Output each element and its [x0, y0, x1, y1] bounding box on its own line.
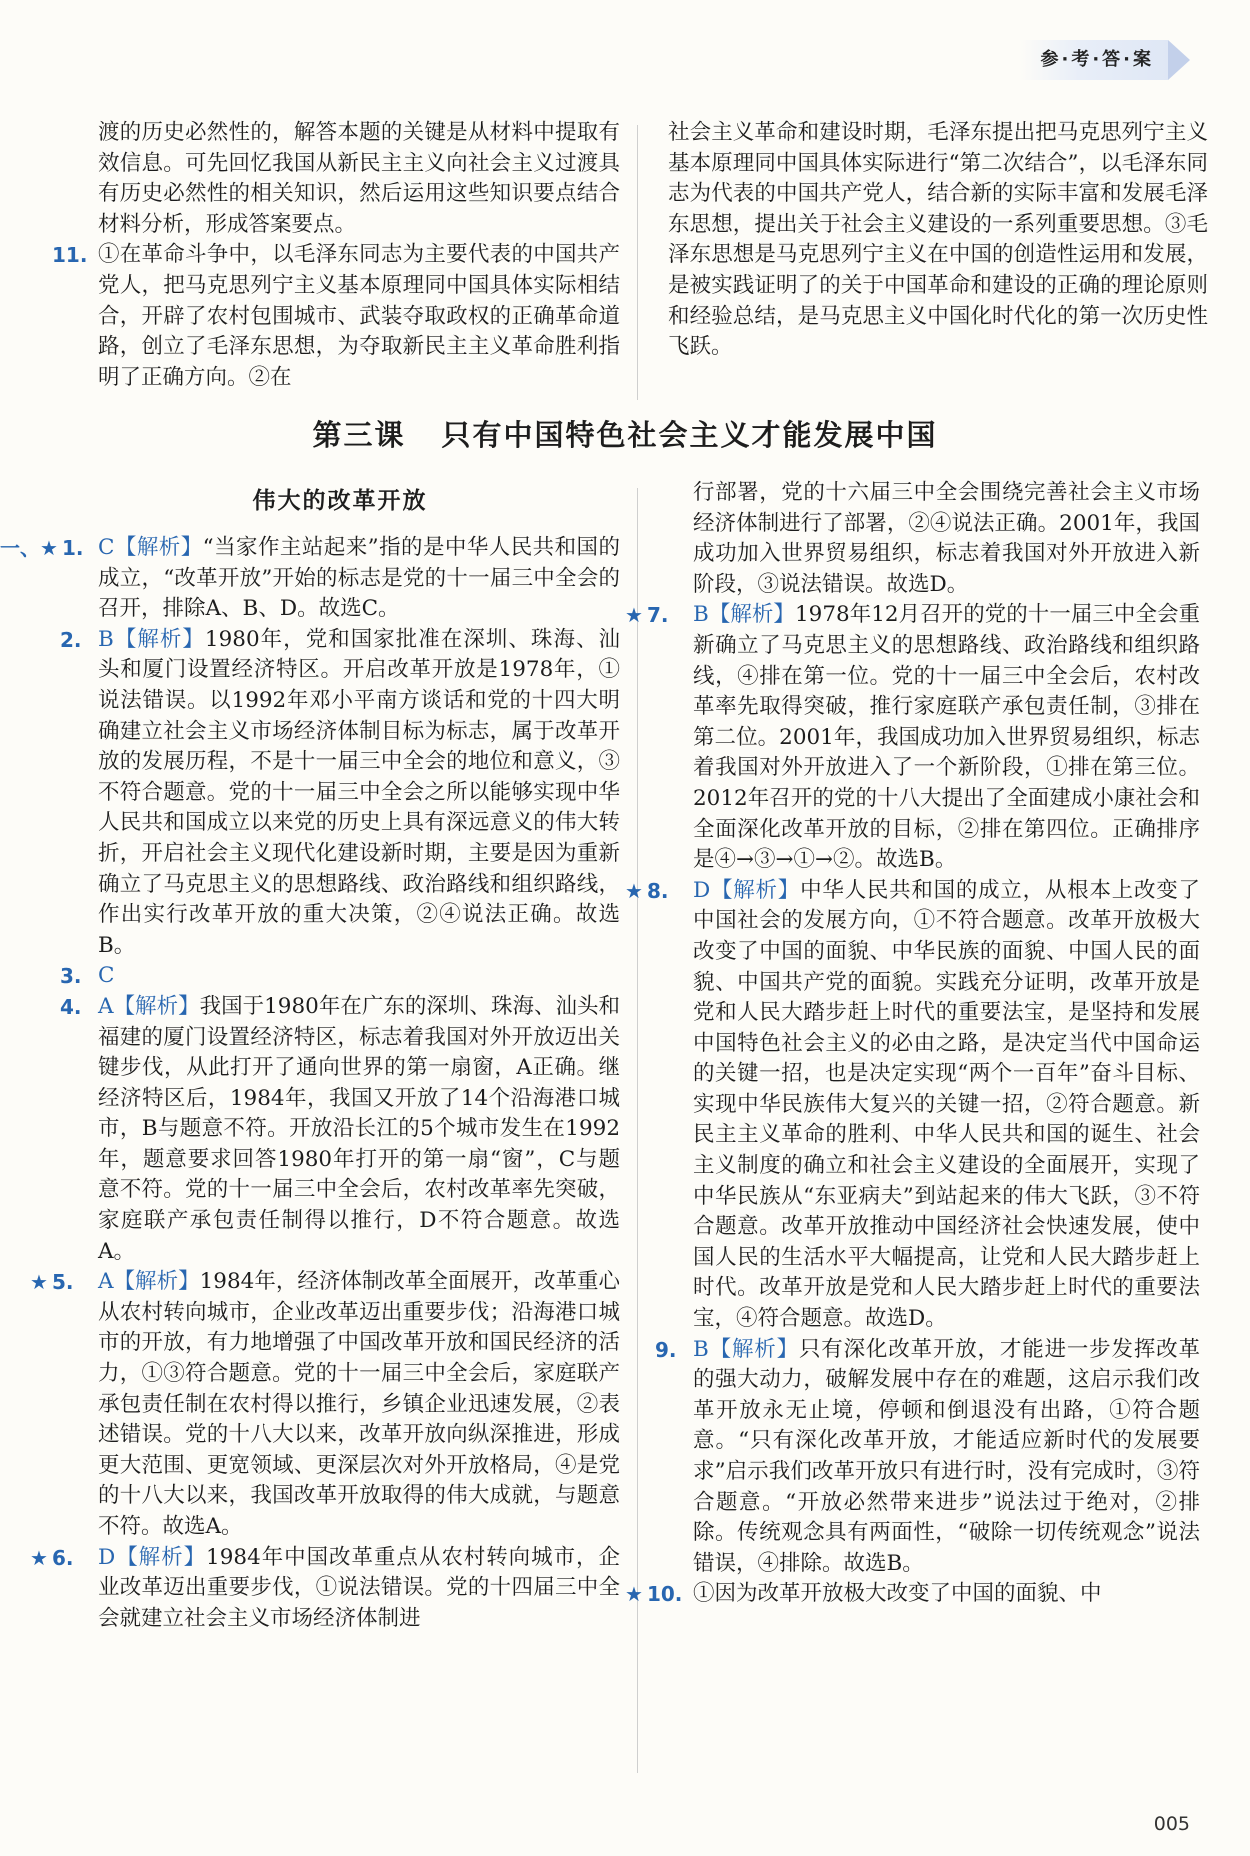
continued-text-left: 渡的历史必然性的，解答本题的关键是从材料中提取有效信息。可先回忆我国从新民主主义向社会主义过渡具有历史必然性的相关知识，然后运用这些知识要点结合材料分析，形成答案要点。: [98, 120, 620, 237]
header-tab: [1020, 40, 1190, 80]
star-icon: ★: [40, 536, 58, 560]
answer-item: [30, 1267, 620, 1542]
item-number: [60, 625, 82, 656]
answer-item: [625, 876, 1200, 1335]
chapter-title: [0, 413, 1250, 454]
answer-item: [0, 533, 620, 625]
answer-letter: C: [98, 535, 115, 560]
item-number-text: 5.: [51, 1270, 74, 1295]
item-number-text: 10.: [646, 1582, 683, 1607]
answer-letter: C: [98, 963, 115, 989]
answer-item: [625, 600, 1200, 875]
continued-text-right: 社会主义革命和建设时期，毛泽东提出把马克思列宁主义基本原理同中国具体实际进行“第二次结合”，以毛泽东同志为代表的中国共产党人，结合新的实际丰富和发展毛泽东思想，提出关于社会主义建设的一系列重要思想。③毛泽东思想是马克思列宁主义在中国的创造性运用和发展，是被实践证明了的关于中国革命和建设的正确的理论原则和经验总结，是马克思主义中国化时代化的第一次历史性飞跃。: [668, 120, 1208, 360]
item-number-text: 9.: [655, 1337, 677, 1362]
chevron-right-icon: [1168, 40, 1190, 80]
item-number-text: 1.: [61, 536, 84, 560]
item-number: [625, 600, 668, 631]
star-icon: ★: [625, 603, 643, 628]
item-number: [625, 1579, 682, 1610]
right-items: [625, 600, 1200, 1610]
answer-item: [60, 992, 620, 1267]
item-prefix: 一、: [0, 536, 40, 560]
answer-item: [30, 1543, 620, 1635]
item-text: 1978年12月召开的党的十一届三中全会重新确立了马克思主义的思想路线、政治路线和组织路线，④排在第一位。党的十一届三中全会后，农村改革率先取得突破，推行家庭联产承包责任制，③排在第二位。2001年，我国成功加入世界贸易组织，标志着我国对外开放进入了一个新阶段，①排在第三位。2012年召开的党的十八大提出了全面建成小康社会和全面深化改革开放的目标，②排在第四位。正确排序是④→③→①→②。故选B。: [693, 602, 1200, 873]
item-text: ①因为改革开放极大改变了中国的面貌、中: [693, 1581, 1102, 1607]
analysis-tag: 【解析】: [708, 1336, 799, 1362]
answer-item: [60, 625, 620, 962]
top-left-column: [52, 118, 620, 393]
analysis-tag: 【解析】: [115, 1544, 207, 1570]
answer-letter: B: [693, 1336, 709, 1362]
left-column: [0, 482, 620, 1634]
item-number: [0, 533, 83, 564]
left-items: [0, 533, 620, 1634]
item-text: “当家作主站起来”指的是中华人民共和国的成立，“改革开放”开始的标志是党的十一届三中全会的召开，排除A、B、D。故选C。: [98, 535, 620, 622]
analysis-tag: 【解析】: [113, 1269, 200, 1295]
item-number: [60, 961, 82, 992]
analysis-tag: 【解析】: [113, 626, 205, 652]
item-number-text: 3.: [60, 964, 82, 989]
item-number: [625, 876, 668, 907]
right-column: [625, 478, 1200, 1610]
item-text: ①在革命斗争中，以毛泽东同志为主要代表的中国共产党人，把马克思列宁主义基本原理同中国具体实际相结合，开辟了农村包围城市、武装夺取政权的正确革命道路，创立了毛泽东思想，为夺取新民主主义革命胜利指明了正确方向。②在: [98, 242, 620, 390]
item-number: [30, 1267, 73, 1298]
answer-letter: A: [98, 993, 114, 1019]
star-icon: ★: [625, 1582, 643, 1607]
item-text: 中华人民共和国的成立，从根本上改变了中国社会的发展方向，①不符合题意。改革开放极大改变了中国的面貌、中华民族的面貌、中国人民的面貌、中国共产党的面貌。实践充分证明，改革开放是党和人民大踏步赶上时代的重要法宝，是坚持和发展中国特色社会主义的必由之路，是决定当代中国命运的关键一招，也是决定实现“两个一百年”奋斗目标、实现中华民族伟大复兴的关键一招，②符合题意。新民主主义革命的胜利、中华人民共和国的诞生、社会主义制度的确立和社会主义建设的全面展开，实现了中华民族从“东亚病夫”到站起来的伟大飞跃，③不符合题意。改革开放推动中国经济社会快速发展，使中国人民的生活水平大幅提高，让党和人民大踏步赶上时代。改革开放是党和人民大踏步赶上时代的重要法宝，④符合题意。故选D。: [693, 877, 1200, 1332]
item-number: [60, 992, 82, 1023]
item-text: 只有深化改革开放，才能进一步发挥改革的强大动力，破解发展中存在的难题，这启示我们改革开放永无止境，停顿和倒退没有出路，①符合题意。“只有深化改革开放，才能适应新时代的发展要求”启示我们改革开放只有进行时，没有完成时，③符合题意。“开放必然带来进步”说法过于绝对，②排除。传统观念具有两面性，“破除一切传统观念”说法错误，④排除。故选B。: [693, 1336, 1200, 1576]
answer-letter: B: [98, 626, 114, 652]
item-number-text: 4.: [60, 994, 82, 1019]
lesson-number: 第三课: [312, 418, 406, 452]
item-text: 1980年，党和国家批准在深圳、珠海、汕头和厦门设置经济特区。开启改革开放是1978年，①说法错误。以1992年邓小平南方谈话和党的十四大明确建立社会主义市场经济体制目标为标志，属于改革开放的发展历程，不是十一届三中全会的地位和意义，③不符合题意。党的十一届三中全会之所以能够实现中华人民共和国成立以来党的历史上具有深远意义的伟大转折，开启社会主义现代化建设新时期，主要是因为重新确立了马克思主义的思想路线、政治路线和组织路线，作出实行改革开放的重大决策，②④说法正确。故选B。: [98, 626, 620, 958]
star-icon: ★: [30, 1270, 48, 1295]
lesson-title: 只有中国特色社会主义才能发展中国: [441, 418, 938, 452]
answer-item: [625, 1579, 1200, 1610]
top-right-column: [668, 118, 1208, 363]
answer-letter: A: [98, 1269, 114, 1295]
item-number: 11.: [52, 243, 88, 268]
item-number-text: 7.: [646, 603, 669, 628]
item-number: [30, 1543, 73, 1574]
item-number: [655, 1335, 677, 1366]
analysis-tag: 【解析】: [708, 602, 795, 628]
answer-letter: B: [693, 602, 709, 628]
item-text: 我国于1980年在广东的深圳、珠海、汕头和福建的厦门设置经济特区，标志着我国对外开放迈出关键步伐，从此打开了通向世界的第一扇窗，A正确。继经济特区后，1984年，我国又开放了14个沿海港口城市，B与题意不符。开放沿长江的5个城市发生在1992年，题意要求回答1980年打开的第一扇“窗”，C与题意不符。党的十一届三中全会后，农村改革率先突破，家庭联产承包责任制得以推行，D不符合题意。故选A。: [98, 993, 620, 1264]
answer-letter: D: [98, 1544, 116, 1570]
star-icon: ★: [30, 1545, 48, 1570]
item-number-text: 6.: [51, 1545, 74, 1570]
star-icon: ★: [625, 878, 643, 903]
continued-text-right-bottom: 行部署，党的十六届三中全会围绕完善社会主义市场经济体制进行了部署，②④说法正确。2001年，我国成功加入世界贸易组织，标志着我国对外开放进入新阶段，③说法错误。故选D。: [693, 480, 1200, 597]
analysis-tag: 【解析】: [114, 535, 203, 560]
item-text: 1984年，经济体制改革全面展开，改革重心从农村转向城市，企业改革迈出重要步伐；沿海港口城市的开放，有力地增强了中国改革开放和国民经济的活力，①③符合题意。党的十一届三中全会后，家庭联产承包责任制在农村得以推行，乡镇企业迅速发展，②表述错误。党的十八大以来，改革开放向纵深推进，形成更大范围、更宽领域、更深层次对外开放格局，④是党的十八大以来，我国改革开放取得的伟大成就，与题意不符。故选A。: [98, 1269, 620, 1539]
analysis-tag: 【解析】: [113, 993, 200, 1019]
answer-item-11: [52, 240, 620, 393]
analysis-tag: 【解析】: [710, 877, 801, 903]
item-text: 1984年中国改革重点从农村转向城市，企业改革迈出重要步伐，①说法错误。党的十四届三中全会就建立社会主义市场经济体制进: [98, 1544, 620, 1631]
section-title: 伟大的改革开放: [252, 488, 428, 514]
item-number-text: 8.: [646, 878, 669, 903]
item-number-text: 2.: [60, 627, 82, 652]
header-label: 参·考·答·案: [1020, 40, 1168, 80]
answer-item: [60, 961, 620, 992]
answer-item: [655, 1335, 1200, 1580]
answer-letter: D: [693, 877, 711, 903]
page-number: 005: [1153, 1813, 1190, 1835]
column-divider-top: [637, 125, 638, 400]
